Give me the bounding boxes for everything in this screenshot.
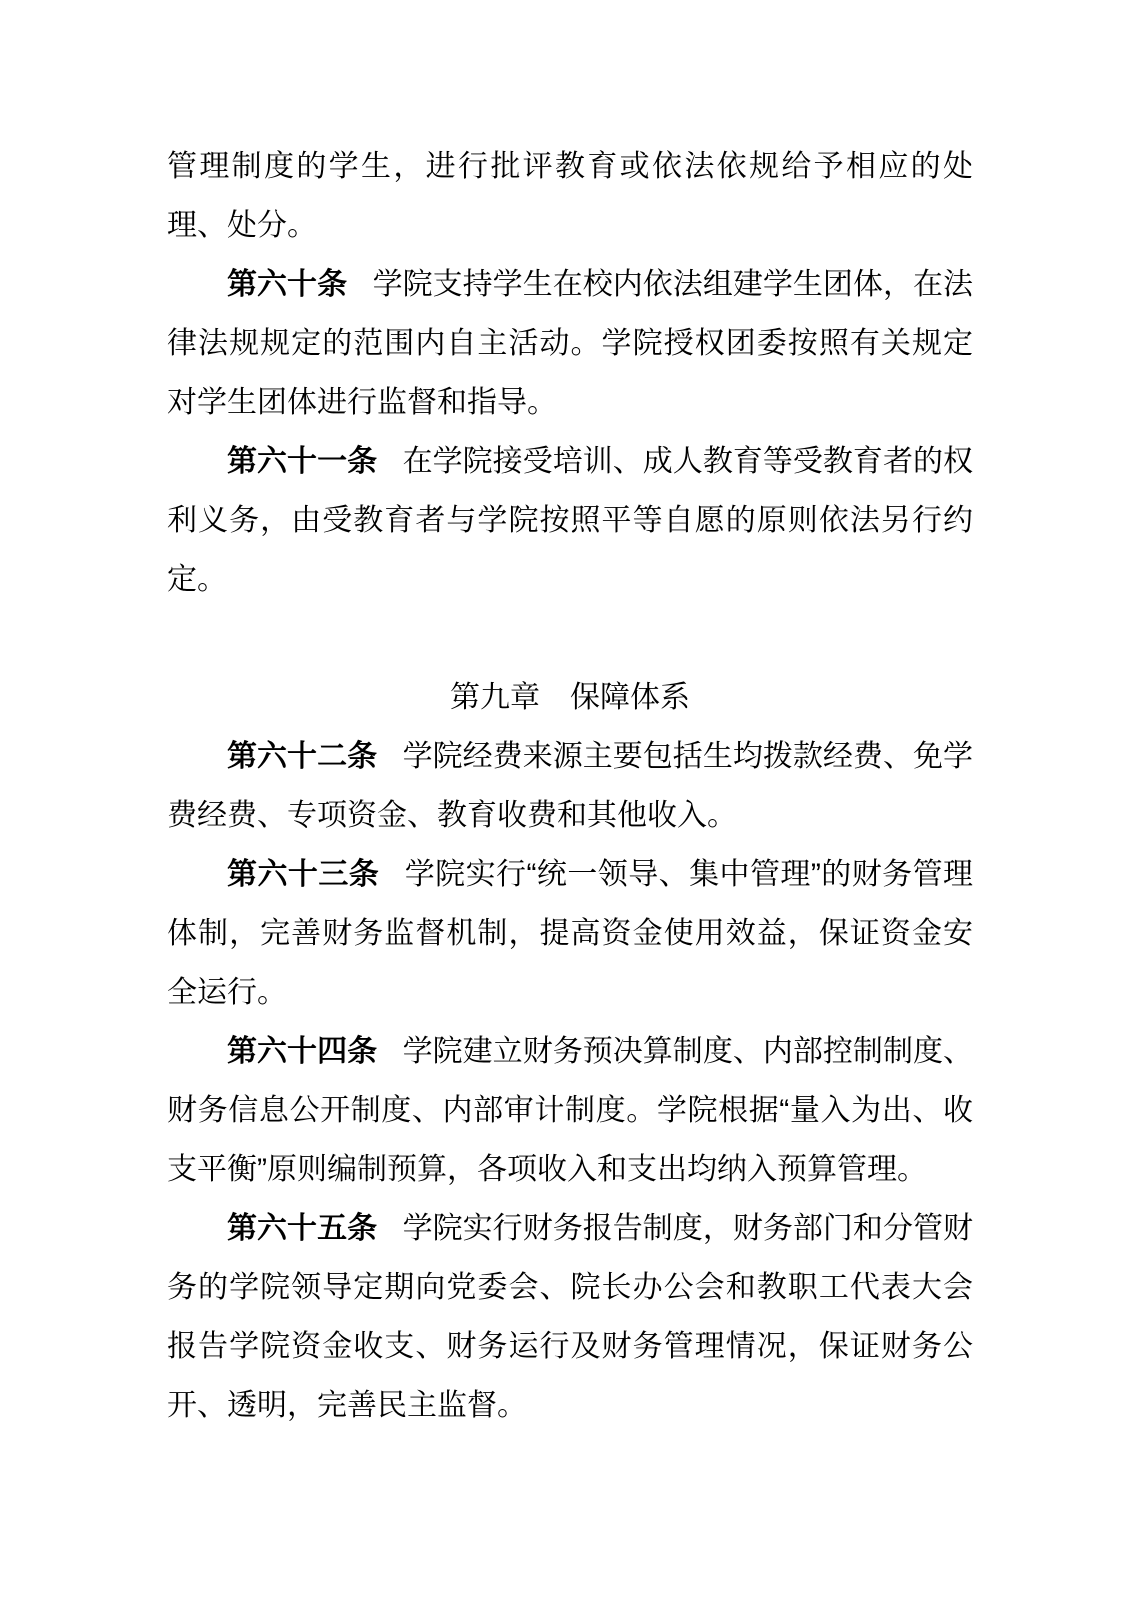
article-number: 第六十四条 (227, 1035, 378, 1068)
paragraph-article-63 (167, 845, 973, 1022)
paragraph-article-65 (167, 1199, 973, 1435)
article-number: 第六十三条 (227, 858, 380, 891)
article-text: 学院实行“统一领导、集中管理”的财务管理体制，完善财务监督机制，提高资金使用效益，保证资金安全运行。 (167, 858, 974, 1009)
article-text: 学院经费来源主要包括生均拨款经费、免学费经费、专项资金、教育收费和其他收入。 (167, 740, 974, 832)
document-body (167, 137, 973, 1435)
paragraph-article-60 (167, 255, 973, 432)
article-text: 学院实行财务报告制度，财务部门和分管财务的学院领导定期向党委会、院长办公会和教职工代表大会报告学院资金收支、财务运行及财务管理情况，保证财务公开、透明，完善民主监督。 (167, 1212, 974, 1422)
article-number: 第六十条 (227, 268, 348, 301)
article-text: 学院支持学生在校内依法组建学生团体，在法律法规规定的范围内自主活动。学院授权团委按照有关规定对学生团体进行监督和指导。 (167, 268, 974, 419)
paragraph-article-62 (167, 727, 973, 845)
article-text: 在学院接受培训、成人教育等受教育者的权利义务，由受教育者与学院按照平等自愿的原则依法另行约定。 (167, 445, 974, 596)
chapter-heading: 第九章 保障体系 (450, 681, 690, 714)
article-number: 第六十五条 (227, 1212, 378, 1245)
article-number: 第六十二条 (227, 740, 378, 773)
paragraph-article-64 (167, 1022, 973, 1199)
paragraph-article-61 (167, 432, 973, 609)
article-number: 第六十一条 (227, 445, 378, 478)
article-text: 学院建立财务预决算制度、内部控制制度、财务信息公开制度、内部审计制度。学院根据“量入为出、收支平衡”原则编制预算，各项收入和支出均纳入预算管理。 (167, 1035, 974, 1186)
paragraph-continuation: 管理制度的学生，进行批评教育或依法依规给予相应的处理、处分。 (167, 150, 973, 242)
